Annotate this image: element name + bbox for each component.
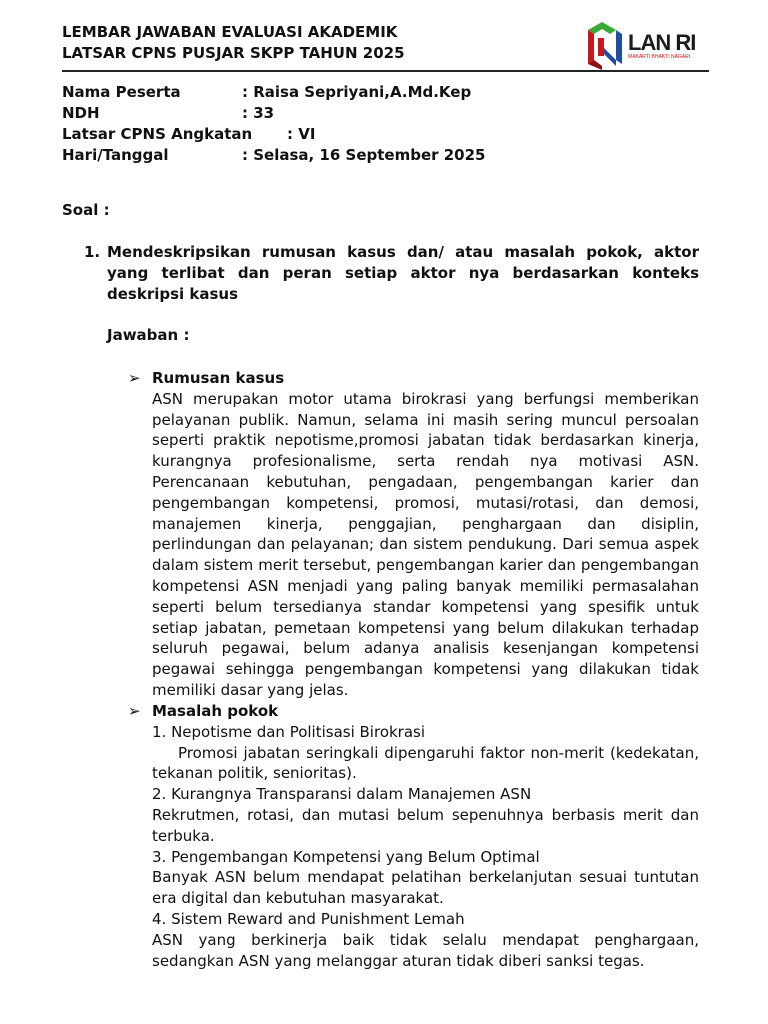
header-line-1: LEMBAR JAWABAN EVALUASI AKADEMIK <box>62 23 398 41</box>
info-label: Nama Peserta <box>62 83 181 101</box>
rumusan-section <box>128 368 699 701</box>
question-number: 1. <box>84 243 101 261</box>
masalah-item <box>152 909 699 971</box>
masalah-title: Masalah pokok <box>152 702 279 720</box>
info-label: NDH <box>62 104 100 122</box>
masalah-item-heading: 4. Sistem Reward and Punishment Lemah <box>152 909 465 928</box>
masalah-item <box>152 847 699 909</box>
rumusan-heading <box>128 368 699 389</box>
soal-label: Soal : <box>62 201 110 219</box>
lan-ri-logo <box>584 20 702 70</box>
masalah-item-heading: 1. Nepotisme dan Politisasi Birokrasi <box>152 722 426 741</box>
masalah-heading <box>128 701 699 722</box>
question-text: Mendeskripsikan rumusan kasus dan/ atau masalah pokok, aktor yang terlibat dan peran setiap aktor nya berdasarkan konteks deskripsi kasus <box>107 243 699 303</box>
masalah-item-body: Promosi jabatan seringkali dipengaruhi faktor non-merit (kedekatan, tekanan politik, senioritas). <box>152 743 699 783</box>
info-value: : 33 <box>242 104 275 122</box>
masalah-item-body: Rekrutmen, rotasi, dan mutasi belum sepenuhnya berbasis merit dan terbuka. <box>152 805 699 845</box>
question-1 <box>84 242 699 305</box>
info-value: : VI <box>287 125 316 143</box>
masalah-item <box>152 722 699 784</box>
lan-logo-icon <box>584 20 628 70</box>
jawaban-label: Jawaban : <box>107 326 190 344</box>
masalah-item-body: ASN yang berkinerja baik tidak selalu mendapat penghargaan, sedangkan ASN yang melanggar aturan tidak diberi sanksi tegas. <box>152 930 699 970</box>
masalah-section <box>128 701 699 971</box>
header-line-2: LATSAR CPNS PUSJAR SKPP TAHUN 2025 <box>62 44 405 62</box>
rumusan-body: ASN merupakan motor utama birokrasi yang berfungsi memberikan pelayanan publik. Namun, selama ini masih sering muncul persoalan seperti praktik nepotisme,promosi jabatan tidak berdasarkan kinerja, kurangnya profesionalisme, serta rendah nya motivasi ASN. Perencanaan kebutuhan, pengadaan, pengembangan karier dan pengembangan kompetensi, promosi, mutasi/rotasi, dan demosi, manajemen kinerja, penggajian, penghargaan dan disiplin, perlindungan dan pelayanan; dan sistem pendukung. Dari semua aspek dalam sistem merit tersebut, pengembangan karier dan pengembangan kompetensi ASN menjadi yang paling banyak memiliki permasalahan seperti belum tersedianya standar kompetensi yang spesifik untuk setiap jabatan, pemetaan kompetensi yang belum dilakukan terhadap seluruh pegawai, belum adanya analisis kesenjangan kompetensi pegawai sehingga pengembangan kompetensi yang dilakukan tidak memiliki dasar yang jelas. <box>152 389 699 699</box>
arrow-bullet-icon: ➢ <box>128 702 141 720</box>
rumusan-title: Rumusan kasus <box>152 369 285 387</box>
header-divider <box>62 70 709 72</box>
arrow-bullet-icon: ➢ <box>128 369 141 387</box>
logo-tagline: MAKARTI BHAKTI NAGARI <box>628 54 691 60</box>
masalah-item-heading: 2. Kurangnya Transparansi dalam Manajemen ASN <box>152 785 532 804</box>
masalah-item-heading: 3. Pengembangan Kompetensi yang Belum Optimal <box>152 847 540 866</box>
masalah-item <box>152 784 699 846</box>
info-label: Latsar CPNS Angkatan <box>62 125 253 143</box>
masalah-item-body: Banyak ASN belum mendapat pelatihan berkelanjutan sesuai tuntutan era digital dan kebutuhan masyarakat. <box>152 868 699 908</box>
info-label: Hari/Tanggal <box>62 146 169 164</box>
info-value: : Selasa, 16 September 2025 <box>242 146 486 164</box>
info-value: : Raisa Sepriyani,A.Md.Kep <box>242 83 472 101</box>
document-header <box>62 22 405 64</box>
logo-text: LAN RI <box>628 30 696 55</box>
